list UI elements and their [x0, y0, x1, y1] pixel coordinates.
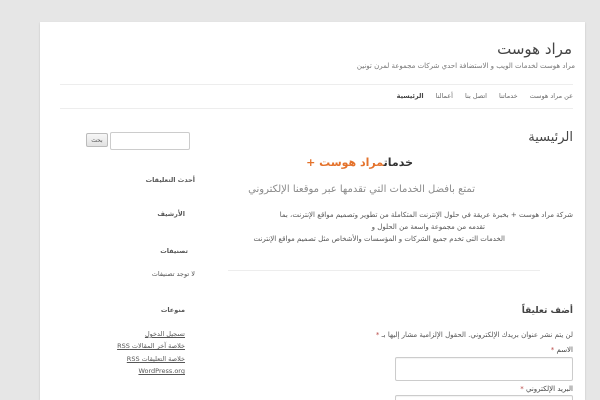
recent-comments-title: أحدث التعليقات — [145, 176, 195, 184]
email-input[interactable] — [395, 395, 573, 400]
page-title: الرئيسية — [528, 130, 573, 145]
nav-item-about[interactable]: عن مراد هوست — [529, 92, 573, 100]
name-required-mark: * — [550, 346, 555, 354]
email-label-text: البريد الإلكتروني — [526, 385, 573, 393]
description-line-3: الخدمات التى تخدم جميع الشركات و المؤسسات والأشخاص مثل تصميم مواقع الإنترنت — [253, 235, 505, 243]
name-label — [551, 346, 573, 354]
services-heading-brand: مراد هوست + — [306, 156, 384, 169]
services-heading-prefix: خدمات — [383, 156, 413, 169]
email-required-mark: * — [520, 385, 524, 393]
required-mark: * — [375, 331, 380, 339]
name-label-text: الاسم — [556, 346, 573, 354]
description-line-2: تقدمه من مجموعة واسعة من الحلول و — [371, 223, 485, 231]
tagline: تمتع بافضل الخدمات التي تقدمها عبر موقعنا الإلكتروني — [248, 184, 475, 195]
meta-link-login[interactable]: تسجيل الدخول — [144, 330, 185, 338]
meta-links — [117, 330, 185, 379]
meta-link-wordpress[interactable]: WordPress.org — [138, 366, 185, 375]
site-description: مراد هوست لخدمات الويب و الاستضافة احدي شركات مجموعة لمرن تونين — [356, 62, 575, 70]
meta-link-posts-rss[interactable]: خلاصة آخر المقالات RSS — [117, 342, 185, 351]
services-heading — [306, 156, 413, 169]
search-input[interactable] — [110, 132, 190, 150]
search-button[interactable]: بحث — [86, 133, 108, 147]
archives-title: الأرشيف — [157, 210, 185, 218]
reply-title: أضف تعليقاً — [521, 306, 573, 316]
reply-note — [376, 331, 573, 339]
nav-item-portfolio[interactable]: أعمالنا — [435, 92, 453, 100]
description-line-1: شركة مراد هوست + بخبرة عريقة في حلول الإنترنت المتكاملة من تطوير وتصميم مواقع الإنترنت، بما — [279, 211, 573, 219]
name-input[interactable] — [395, 357, 573, 381]
content-divider — [228, 270, 540, 271]
nav-item-home[interactable]: الرئيسية — [396, 92, 424, 100]
main-navigation — [60, 84, 573, 109]
nav-item-contact[interactable]: اتصل بنا — [465, 92, 487, 100]
email-label — [520, 385, 573, 393]
categories-title: تصنيفات — [160, 247, 188, 255]
meta-title: منوعات — [160, 306, 185, 314]
nav-item-services[interactable]: خدماتنا — [499, 92, 518, 100]
page — [40, 22, 585, 400]
meta-link-comments-rss[interactable]: خلاصة التعليقات RSS — [126, 354, 185, 363]
site-title[interactable]: مراد هوست — [497, 40, 572, 58]
no-categories-text: لا توجد تصنيفات — [151, 270, 195, 278]
reply-note-text: لن يتم نشر عنوان بريدك الإلكتروني. الحقول الإلزامية مشار إليها بـ — [381, 331, 573, 339]
